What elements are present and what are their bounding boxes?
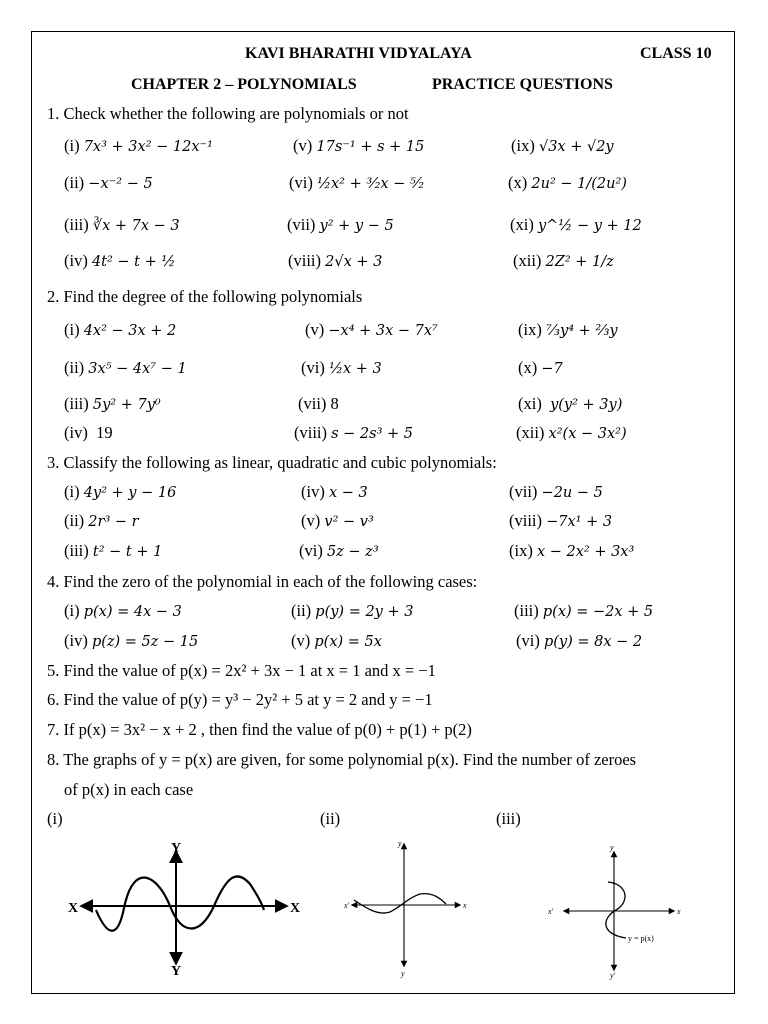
question-8-line-2: of p(x) in each case [64, 780, 194, 799]
polynomial-curve [96, 876, 264, 930]
list-item: (vii) y² + y − 5 [287, 215, 394, 234]
question-8-line-1: 8. The graphs of y = p(x) are given, for some polynomial p(x). Find the number of zeroes [47, 750, 637, 769]
graph-1 [60, 838, 310, 980]
axis-label-x-left: x' [344, 901, 350, 910]
list-item: (xii) 2Z² + 1/z [513, 251, 614, 270]
list-item: (iii) t² − t + 1 [64, 541, 163, 560]
list-item: (vi) ½x² + ³⁄₂x − ⁵⁄₂ [289, 173, 425, 192]
graph-2 [340, 838, 470, 980]
list-item: (iii) p(x) = −2x + 5 [514, 601, 654, 620]
list-item: (vi) p(y) = 8x − 2 [516, 631, 643, 650]
polynomial-curve [606, 882, 626, 938]
axis-label-x-right: X [290, 901, 301, 916]
list-item: (iii) ∛x + 7x − 3 [64, 215, 180, 234]
list-item: (ii) 2r³ − r [64, 511, 139, 530]
list-item: (iv) 19 [64, 423, 113, 442]
list-item: (iii) 5y² + 7y⁰ [64, 394, 161, 413]
list-item: (ii) 3x⁵ − 4x⁷ − 1 [64, 358, 187, 377]
list-item: (i) 4y² + y − 16 [64, 482, 177, 501]
list-item: (vi) 5z − z³ [299, 541, 379, 560]
axis-label-y-bottom: Y [171, 964, 182, 979]
list-item: (i) 4x² − 3x + 2 [64, 320, 177, 339]
graph-label-1: (i) [47, 809, 63, 828]
question-3-prompt: 3. Classify the following as linear, quadratic and cubic polynomials: [47, 453, 497, 472]
list-item: (xi) y^½ − y + 12 [510, 215, 642, 234]
list-item: (ix) x − 2x² + 3x³ [509, 541, 635, 560]
list-item: (v) −x⁴ + 3x − 7x⁷ [305, 320, 438, 339]
school-name: KAVI BHARATHI VIDYALAYA [245, 45, 472, 62]
list-item: (iv) x − 3 [301, 482, 368, 501]
question-5: 5. Find the value of p(x) = 2x² + 3x − 1 at x = 1 and x = −1 [47, 661, 436, 680]
axis-label-y-top: y [610, 843, 614, 852]
axis-label-x-left: x' [548, 907, 554, 916]
curve-label: y = p(x) [628, 934, 654, 943]
list-item: (vi) ½x + 3 [301, 358, 382, 377]
graph-label-3: (iii) [496, 809, 521, 828]
list-item: (i) p(x) = 4x − 3 [64, 601, 182, 620]
list-item: (ii) −x⁻² − 5 [64, 173, 153, 192]
question-1-prompt: 1. Check whether the following are polynomials or not [47, 104, 409, 123]
list-item: (viii) 2√x + 3 [288, 251, 383, 270]
list-item: (i) 7x³ + 3x² − 12x⁻¹ [64, 136, 213, 155]
list-item: (xii) x²(x − 3x²) [516, 423, 627, 442]
list-item: (v) v² − v³ [301, 511, 374, 530]
question-2-prompt: 2. Find the degree of the following polynomials [47, 287, 363, 306]
list-item: (viii) −7x¹ + 3 [509, 511, 613, 530]
question-6: 6. Find the value of p(y) = y³ − 2y² + 5 at y = 2 and y = −1 [47, 690, 433, 709]
chapter-title: CHAPTER 2 – POLYNOMIALS [131, 76, 357, 93]
question-4-prompt: 4. Find the zero of the polynomial in each of the following cases: [47, 572, 478, 591]
polynomial-curve [354, 894, 446, 913]
list-item: (xi) y(y² + 3y) [518, 394, 623, 413]
list-item: (x) −7 [518, 358, 563, 377]
list-item: (ii) p(y) = 2y + 3 [291, 601, 414, 620]
axis-label-y-bottom: y [401, 969, 405, 978]
axis-label-y-top: Y [171, 841, 182, 856]
list-item: (ix) √3x + √2y [511, 136, 614, 155]
list-item: (viii) s − 2s³ + 5 [294, 423, 414, 442]
worksheet-title: PRACTICE QUESTIONS [432, 76, 613, 93]
question-7: 7. If p(x) = 3x² − x + 2 , then find the value of p(0) + p(1) + p(2) [47, 720, 472, 739]
graph-label-2: (ii) [320, 809, 341, 828]
graph-3 [540, 840, 700, 982]
axis-label-y-top: y [398, 839, 402, 848]
list-item: (x) 2u² − 1/(2u²) [508, 173, 627, 192]
list-item: (vii) 8 [298, 394, 339, 413]
axis-label-x-left: X [68, 901, 79, 916]
axis-label-x-right: x [463, 901, 467, 910]
list-item: (iv) 4t² − t + ½ [64, 251, 176, 270]
list-item: (v) 17s⁻¹ + s + 15 [293, 136, 425, 155]
list-item: (v) p(x) = 5x [291, 631, 382, 650]
list-item: (ix) ⁷⁄₃y⁴ + ⅔y [518, 320, 618, 339]
class-label: CLASS 10 [640, 45, 712, 62]
axis-label-x-right: x [677, 907, 681, 916]
axis-label-y-bottom: y' [610, 971, 616, 980]
list-item: (iv) p(z) = 5z − 15 [64, 631, 199, 650]
list-item: (vii) −2u − 5 [509, 482, 603, 501]
